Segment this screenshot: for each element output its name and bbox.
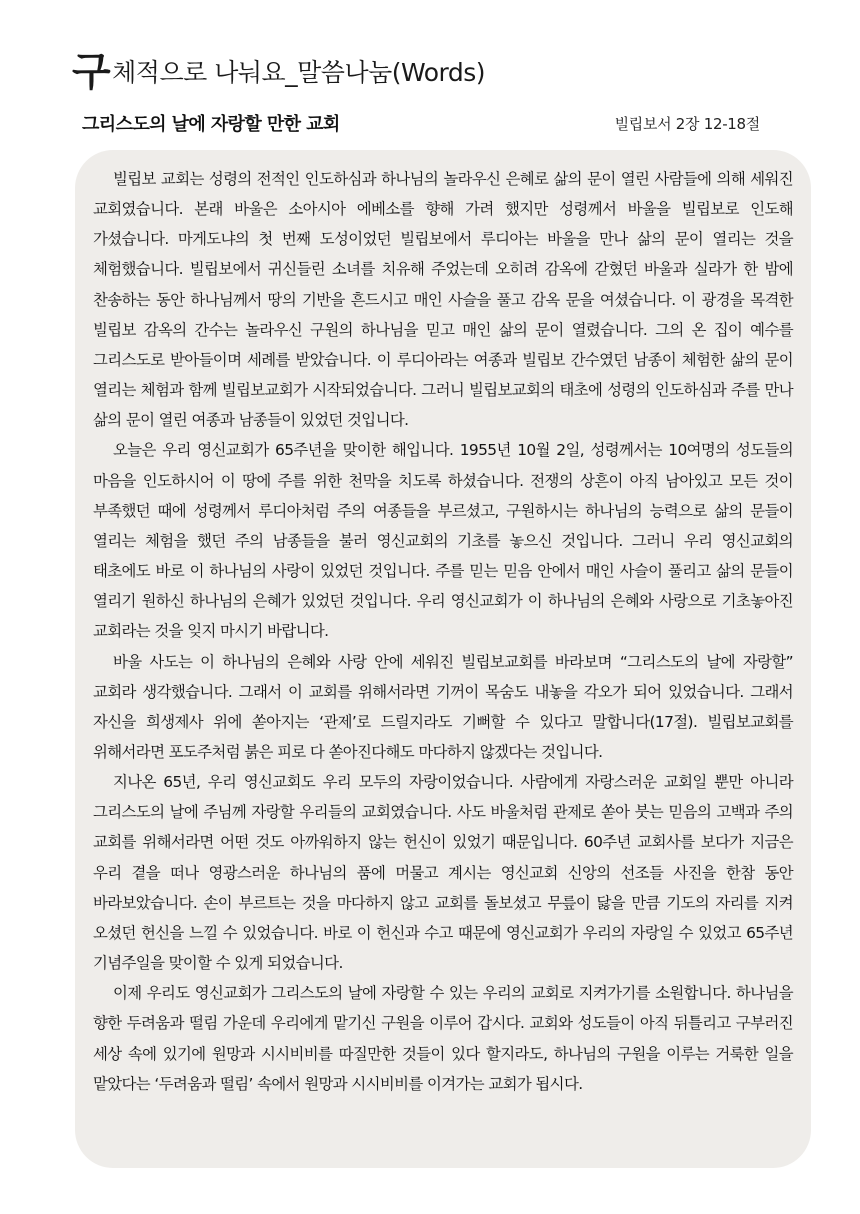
paragraph-5: 이제 우리도 영신교회가 그리스도의 날에 자랑할 수 있는 우리의 교회로 지켜가기를 소원합니다. 하나님을 향한 두려움과 떨림 가운데 우리에게 맡기신 구원을 이루어 갑시다. 교회와 성도들이 아직 뒤틀리고 구부러진 세상 속에 있기에 원망과 시시비비를 따질만한 것들이 있다 할지라도, 하나님의 구원을 이루는 거룩한 일을 맡았다는 ‘두려움과 떨림’ 속에서 원망과 시시비비를 이겨가는 교회가 됩시다. [93,984,793,1093]
paragraph-2: 오늘은 우리 영신교회가 65주년을 맞이한 해입니다. 1955년 10월 2일, 성령께서는 10여명의 성도들의 마음을 인도하시어 이 땅에 주를 위한 천막을 치도록 하셨습니다. 전쟁의 상흔이 아직 남아있고 모든 것이 부족했던 때에 성령께서 루디아처럼 주의 여종들을 부르셨고, 구원하시는 하나님의 능력으로 삶의 문들이 열리는 체험을 했던 주의 남종들을 불러 영신교회의 기초를 놓으신 것입니다. 그러니 우리 영신교회의 태초에도 바로 이 하나님의 사랑이 있었던 것입니다. 주를 믿는 믿음 안에서 매인 사슬이 풀리고 삶의 문들이 열리기 원하신 하나님의 은혜가 있었던 것입니다. 우리 영신교회가 이 하나님의 은혜와 사랑으로 기초놓아진 교회라는 것을 잊지 마시기 바랍니다. [93,441,793,641]
paragraph-3: 바울 사도는 이 하나님의 은혜와 사랑 안에 세워진 빌립보교회를 바라보며 “그리스도의 날에 자랑할” 교회라 생각했습니다. 그래서 이 교회를 위해서라면 기꺼이 목숨도 내놓을 각오가 되어 있었습니다. 그래서 자신을 희생제사 위에 쏟아지는 ‘관제’로 드릴지라도 기뻐할 수 있다고 말합니다(17절). 빌립보교회를 위해서라면 포도주처럼 붉은 피로 다 쏟아진다해도 마다하지 않겠다는 것입니다. [93,652,793,761]
section-heading [72,49,486,95]
section-heading-text: 체적으로 나눠요_말씀나눔(Words) [112,58,486,87]
scripture-reference: 빌립보서 2장 12-18절 [614,115,760,133]
paragraph-1: 빌립보 교회는 성령의 전적인 인도하심과 하나님의 놀라우신 은혜로 삶의 문이 열린 사람들에 의해 세워진 교회였습니다. 본래 바울은 소아시아 에베소를 향해 가려 했지만 성령께서 바울을 빌립보로 인도해 가셨습니다. 마게도냐의 첫 번째 도성이었던 빌립보에서 루디아는 바울을 만나 삶의 문이 열리는 것을 체험했습니다. 빌립보에서 귀신들린 소녀를 치유해 주었는데 오히려 감옥에 갇혔던 바울과 실라가 한 밤에 찬송하는 동안 하나님께서 땅의 기반을 흔드시고 매인 사슬을 풀고 감옥 문을 여셨습니다. 이 광경을 목격한 빌립보 감옥의 간수는 놀라우신 구원의 하나님을 믿고 매인 삶의 문이 열렸습니다. 그의 온 집이 예수를 그리스도로 받아들이며 세례를 받았습니다. 이 루디아라는 여종과 빌립보 간수였던 남종이 체험한 삶의 문이 열리는 체험과 함께 빌립보교회가 시작되었습니다. 그러니 빌립보교회의 태초에 성령의 인도하심과 주를 만나 삶의 문이 열린 여종과 남종들이 있었던 것입니다. [93,170,793,430]
sermon-body [75,150,811,1168]
sermon-title: 그리스도의 날에 자랑할 만한 교회 [82,114,340,135]
section-heading-initial: 구 [72,49,111,95]
paragraph-4: 지나온 65년, 우리 영신교회도 우리 모두의 자랑이었습니다. 사람에게 자랑스러운 교회일 뿐만 아니라 그리스도의 날에 주님께 자랑할 우리들의 교회였습니다. 사도 바울처럼 관제로 쏟아 붓는 믿음의 고백과 주의 교회를 위해서라면 어떤 것도 아까워하지 않는 헌신이 있었기 때문입니다. 60주년 교회사를 보다가 지금은 우리 곁을 떠나 영광스러운 하나님의 품에 머물고 계시는 영신교회 신앙의 선조들 사진을 한참 동안 바라보았습니다. 손이 부르트는 것을 마다하지 않고 교회를 돌보셨고 무릎이 닳을 만큼 기도의 자리를 지켜 오셨던 헌신을 느낄 수 있었습니다. 바로 이 헌신과 수고 때문에 영신교회가 우리의 자랑일 수 있었고 65주년 기념주일을 맞이할 수 있게 되었습니다. [93,773,793,973]
